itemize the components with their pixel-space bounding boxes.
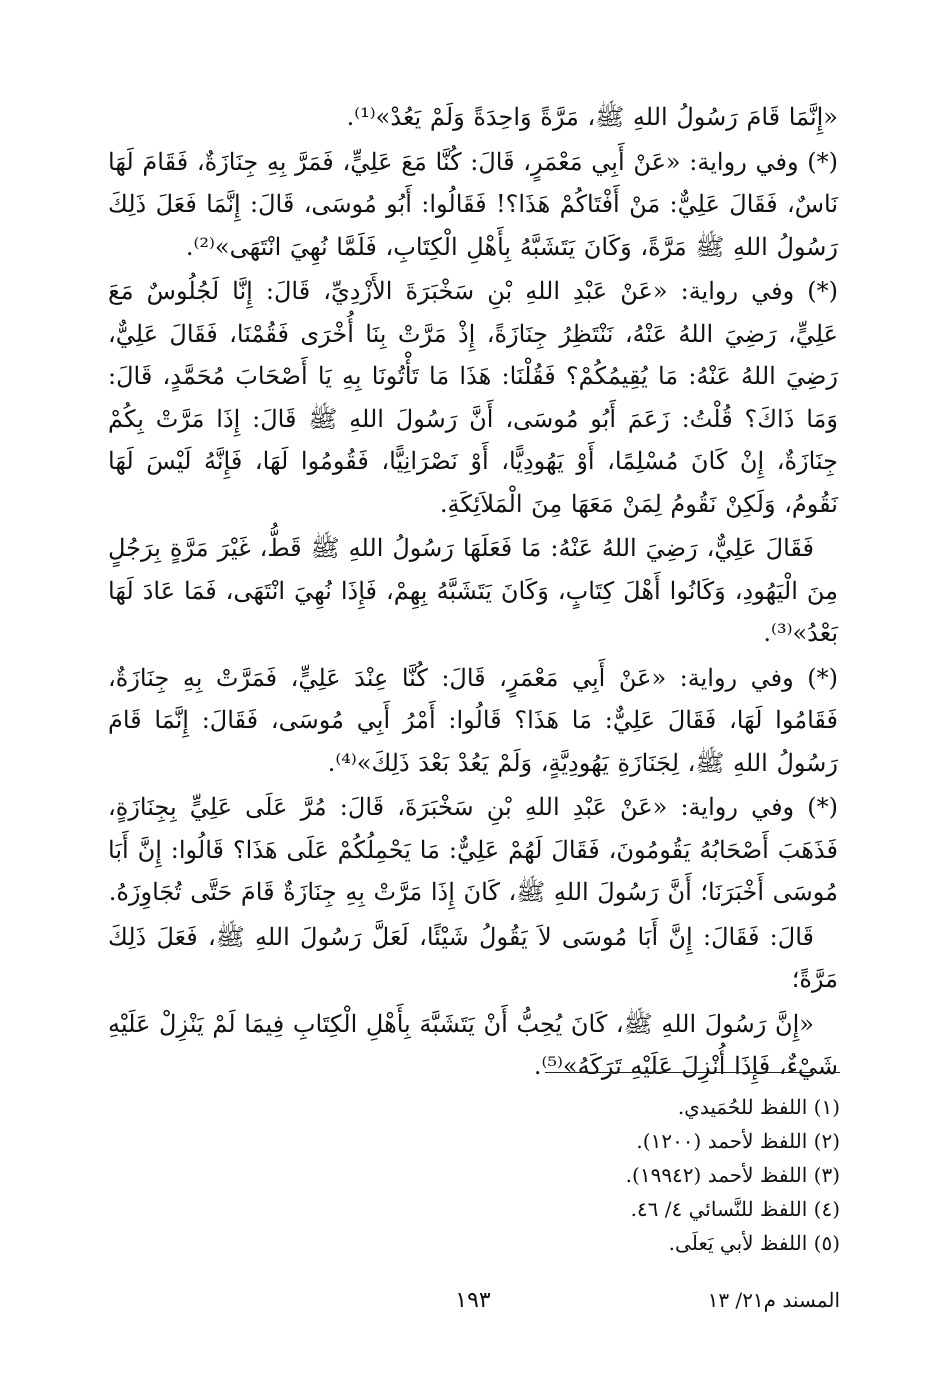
footnote-1: (١) اللفظ للحُمَيدي. bbox=[677, 1095, 840, 1119]
main-text bbox=[108, 96, 838, 1090]
paragraph-5: (*) وفي رواية: «عَنْ أَبِي مَعْمَرٍ، قَالَ: كُنَّا عِنْدَ عَلِيٍّ، فَمَرَّتْ بِهِ جِنَازَةٌ، فَقَامُوا لَهَا، فَقَالَ عَلِيٌّ: مَا هَذَا؟ قَالُوا: أَمْرُ أَبِي مُوسَى، فَقَالَ: إِنَّمَا قَامَ رَسُولُ اللهِ ﷺ، لِجَنَازَةِ يَهُودِيَّةٍ، وَلَمْ يَعُدْ بَعْدَ ذَلِكَ»⁽⁴⁾. bbox=[108, 663, 838, 777]
page-number: ١٩٣ bbox=[455, 1288, 491, 1313]
paragraph-7: قَالَ: فَقَالَ: إِنَّ أَبَا مُوسَى لاَ يَقُولُ شَيْئًا، لَعَلَّ رَسُولَ اللهِ ﷺ، فَعَلَ ذَلِكَ مَرَّةً؛ bbox=[108, 922, 838, 993]
footnote-2: (٢) اللفظ لأحمد (١٢٠٠). bbox=[636, 1129, 840, 1153]
footnotes bbox=[500, 1090, 840, 1260]
paragraph-4: فَقَالَ عَلِيٌّ، رَضِيَ اللهُ عَنْهُ: مَا فَعَلَهَا رَسُولُ اللهِ ﷺ قَطُّ، غَيْرَ مَرَّةٍ بِرَجُلٍ مِنَ الْيَهُودِ، وَكَانُوا أَهْلَ كِتَابٍ، وَكَانَ يَتَشَبَّهُ بِهِمْ، فَإِذَا نُهِيَ انْتَهَى، فَمَا عَادَ لَهَا بَعْدُ»⁽³⁾. bbox=[108, 534, 838, 647]
paragraph-3: (*) وفي رواية: «عَنْ عَبْدِ اللهِ بْنِ سَخْبَرَةَ الأَزْدِيِّ، قَالَ: إِنَّا لَجُلُوسٌ مَعَ عَلِيٍّ، رَضِيَ اللهُ عَنْهُ، نَنْتَظِرُ جِنَازَةً، إِذْ مَرَّتْ بِنَا أُخْرَى فَقُمْنَا، فَقَالَ عَلِيٌّ، رَضِيَ اللهُ عَنْهُ: مَا يُقِيمُكُمْ؟ فَقُلْنَا: هَذَا مَا تَأْتُونَا بِهِ يَا أَصْحَابَ مُحَمَّدٍ، قَالَ: وَمَا ذَاكَ؟ قُلْتُ: زَعَمَ أَبُو مُوسَى، أَنَّ رَسُولَ اللهِ ﷺ قَالَ: إِذَا مَرَّتْ بِكُمْ جِنَازَةٌ، إِنْ كَانَ مُسْلِمًا، أَوْ يَهُودِيًّا، أَوْ نَصْرَانِيًّا، فَقُومُوا لَهَا، فَإِنَّهُ لَيْسَ لَهَا نَقُومُ، وَلَكِنْ نَقُومُ لِمَنْ مَعَهَا مِنَ الْمَلاَئِكَةِ. bbox=[108, 277, 838, 518]
paragraph-8: «إِنَّ رَسُولَ اللهِ ﷺ، كَانَ يُحِبُّ أَنْ يَتَشَبَّهَ بِأَهْلِ الْكِتَابِ فِيمَا لَمْ يَنْزِلْ عَلَيْهِ شَيْءٌ، فَإِذَا أُنْزِلَ عَلَيْهِ تَرَكَهُ»⁽⁵⁾. bbox=[108, 1009, 838, 1080]
footnote-separator bbox=[545, 1072, 840, 1073]
footnote-4: (٤) اللفظ للنَّسائي ٤/ ٤٦. bbox=[630, 1197, 840, 1221]
paragraph-6: (*) وفي رواية: «عَنْ عَبْدِ اللهِ بْنِ سَخْبَرَةَ، قَالَ: مُرَّ عَلَى عَلِيٍّ بِجِنَازَةٍ، فَذَهَبَ أَصْحَابُهُ يَقُومُونَ، فَقَالَ لَهُمْ عَلِيٌّ: مَا يَحْمِلُكُمْ عَلَى هَذَا؟ قَالُوا: إِنَّ أَبَا مُوسَى أَخْبَرَنَا؛ أَنَّ رَسُولَ اللهِ ﷺ، كَانَ إِذَا مَرَّتْ بِهِ جِنَازَةٌ قَامَ حَتَّى تُجَاوِزَهُ. bbox=[108, 793, 838, 906]
paragraph-2: (*) وفي رواية: «عَنْ أَبِي مَعْمَرٍ، قَالَ: كُنَّا مَعَ عَلِيٍّ، فَمَرَّ بِهِ جِنَازَةٌ، فَقَامَ لَهَا نَاسٌ، فَقَالَ عَلِيٌّ: مَنْ أَفْتَاكُمْ هَذَا؟! فَقَالُوا: أَبُو مُوسَى، قَالَ: إِنَّمَا فَعَلَ ذَلِكَ رَسُولُ اللهِ ﷺ مَرَّةً، وَكَانَ يَتَشَبَّهُ بِأَهْلِ الْكِتَابِ، فَلَمَّا نُهِيَ انْتَهَى»⁽²⁾. bbox=[108, 147, 838, 261]
signature-mark: المسند م٢١/ ١٣ bbox=[707, 1288, 840, 1312]
footnote-3: (٣) اللفظ لأحمد (١٩٩٤٢). bbox=[625, 1163, 840, 1187]
paragraph-1: «إِنَّمَا قَامَ رَسُولُ اللهِ ﷺ، مَرَّةً وَاحِدَةً وَلَمْ يَعُدْ»⁽¹⁾. bbox=[346, 103, 838, 131]
footnote-5: (٥) اللفظ لأبي يَعلَى. bbox=[668, 1231, 840, 1255]
